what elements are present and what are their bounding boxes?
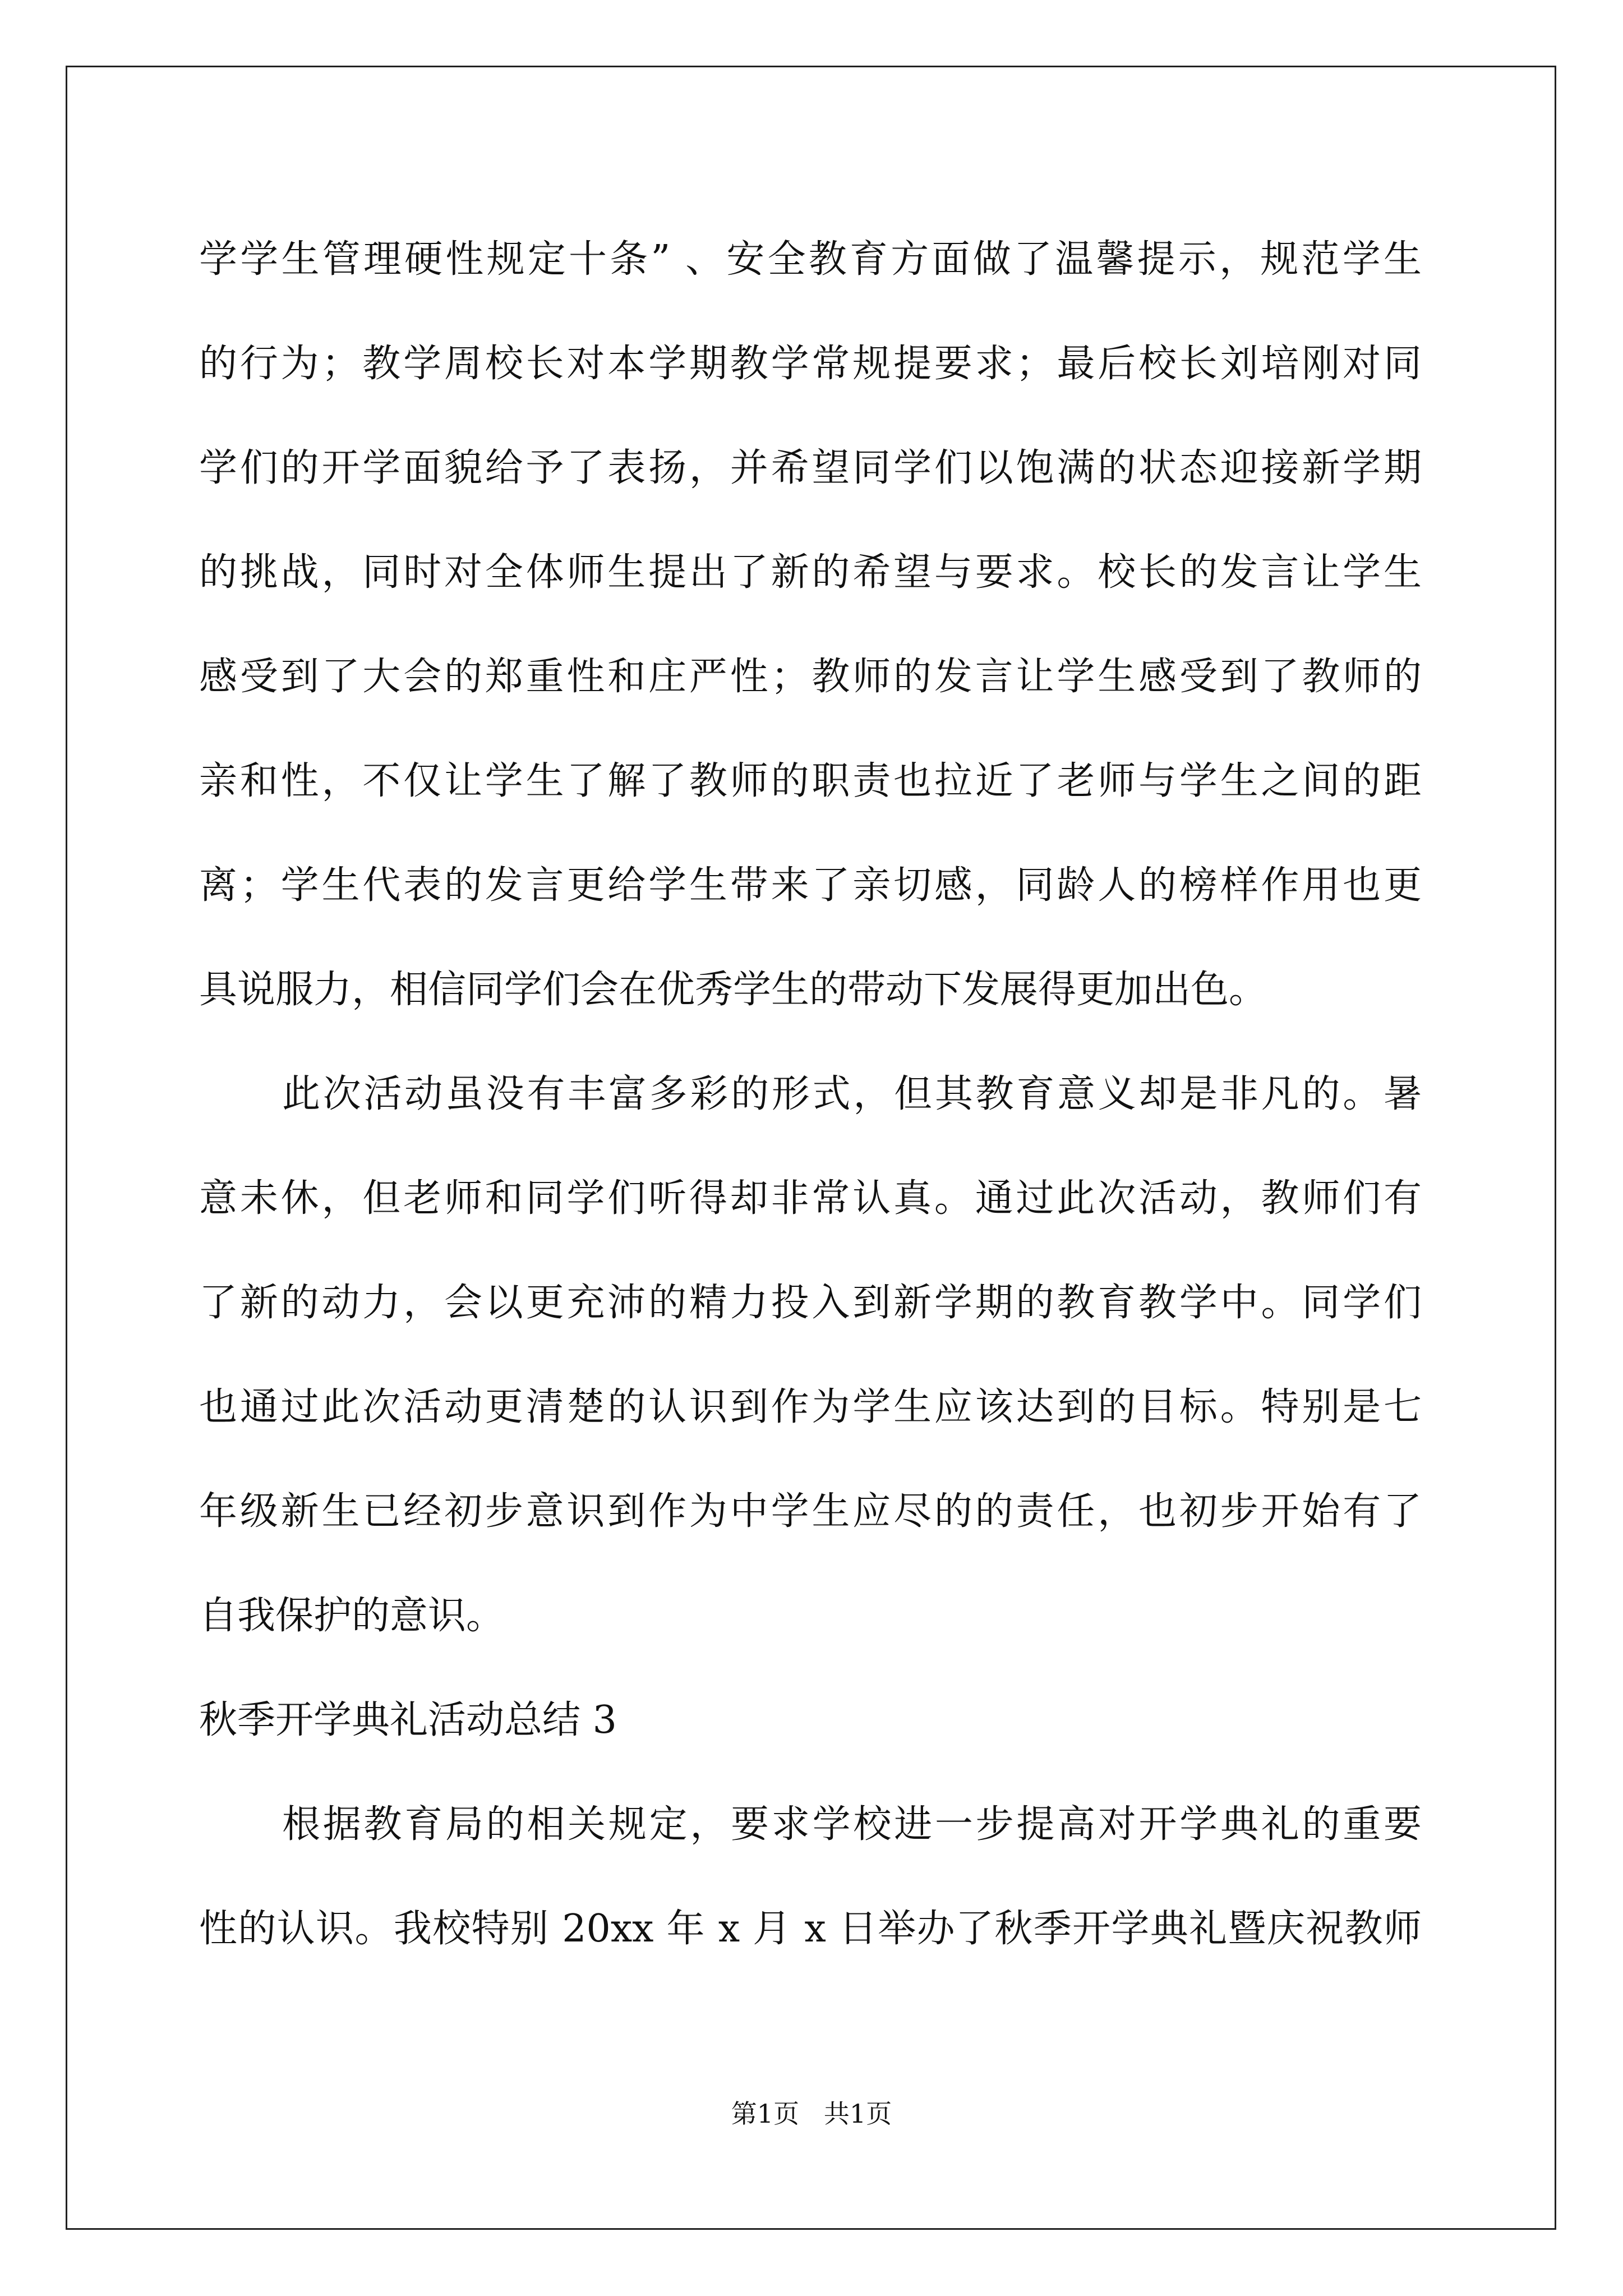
paragraph-line: 意未休，但老师和同学们听得却非常认真。通过此次活动，教师们有 <box>199 1176 1422 1221</box>
paragraph-line: 离；学生代表的发言更给学生带来了亲切感，同龄人的榜样作用也更 <box>199 863 1422 908</box>
paragraph-line: 亲和性，不仅让学生了解了教师的职责也拉近了老师与学生之间的距 <box>199 759 1422 803</box>
page-number-footer: 第1页 共1页 <box>731 2099 892 2129</box>
paragraph-line: 年级新生已经初步意识到作为中学生应尽的的责任，也初步开始有了 <box>199 1489 1422 1534</box>
paragraph-line: 此次活动虽没有丰富多彩的形式，但其教育意义却是非凡的。暑 <box>282 1072 1422 1116</box>
paragraph-line: 的挑战，同时对全体师生提出了新的希望与要求。校长的发言让学生 <box>199 550 1422 595</box>
paragraph-line: 感受到了大会的郑重性和庄严性；教师的发言让学生感受到了教师的 <box>199 655 1422 699</box>
paragraph-line: 也通过此次活动更清楚的认识到作为学生应该达到的目标。特别是七 <box>199 1385 1422 1429</box>
paragraph-line: 的行为；教学周校长对本学期教学常规提要求；最后校长刘培刚对同 <box>199 342 1422 386</box>
section-heading: 秋季开学典礼活动总结 3 <box>199 1698 617 1742</box>
paragraph-line: 具说服力，相信同学们会在优秀学生的带动下发展得更加出色。 <box>199 968 1267 1012</box>
paragraph-line: 了新的动力，会以更充沛的精力投入到新学期的教育教学中。同学们 <box>199 1281 1422 1325</box>
paragraph-line: 性的认识。我校特别 20xx 年 x 月 x 日举办了秋季开学典礼暨庆祝教师 <box>199 1907 1422 1951</box>
paragraph-line: 学学生管理硬性规定十条” 、安全教育方面做了温馨提示，规范学生 <box>199 237 1422 282</box>
paragraph-line: 自我保护的意识。 <box>199 1594 505 1638</box>
document-body <box>199 208 1422 1981</box>
paragraph-line: 根据教育局的相关规定，要求学校进一步提高对开学典礼的重要 <box>282 1802 1422 1847</box>
paragraph-line: 学们的开学面貌给予了表扬，并希望同学们以饱满的状态迎接新学期 <box>199 446 1422 490</box>
